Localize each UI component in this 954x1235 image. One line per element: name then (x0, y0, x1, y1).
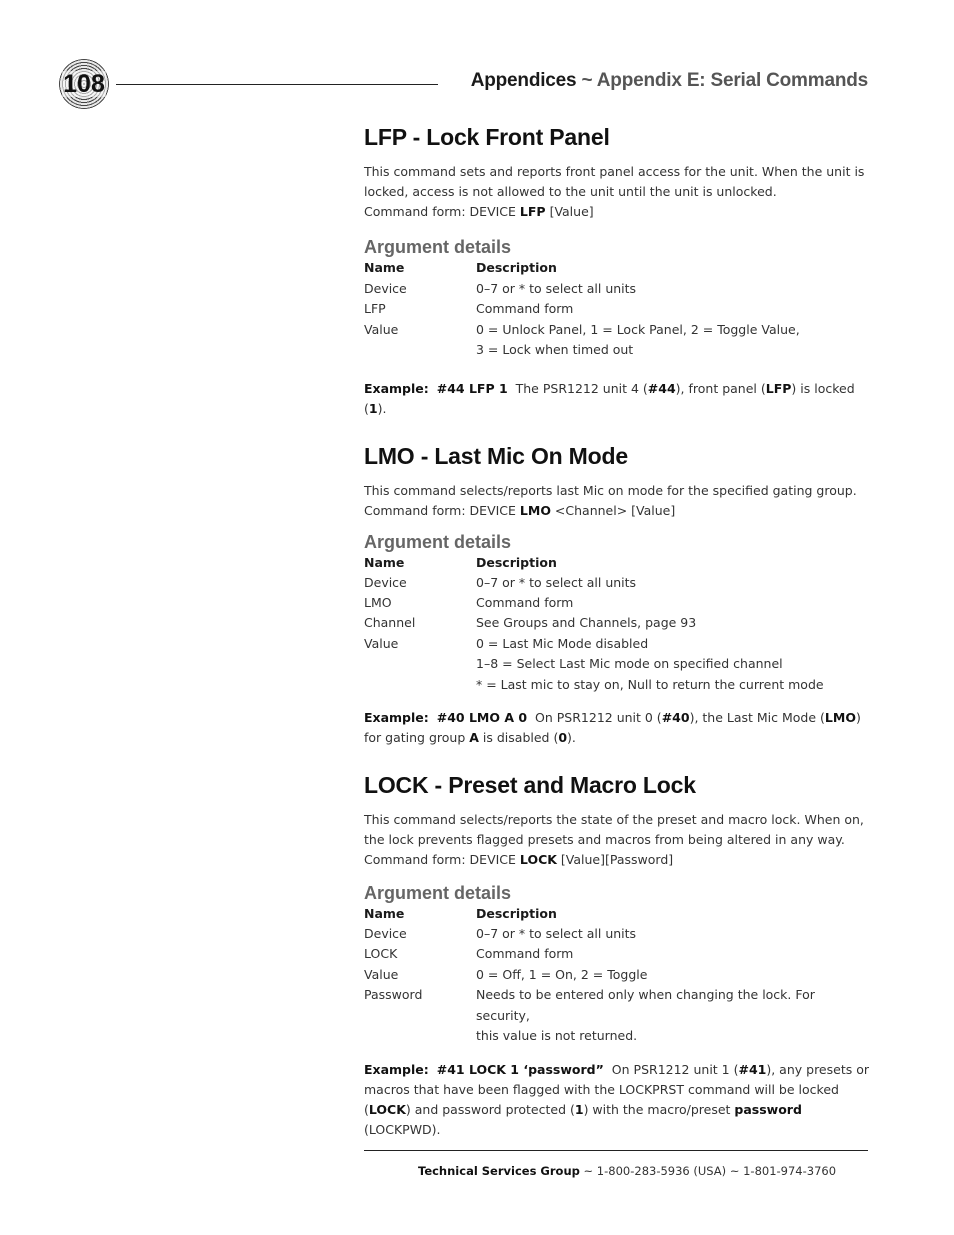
example-bold: LOCK (368, 1102, 406, 1118)
arg-name: Device (364, 574, 407, 590)
arg-name: Device (364, 925, 407, 941)
page-number: 108 (63, 70, 105, 98)
section-lfp (364, 120, 870, 419)
example (364, 1060, 870, 1140)
command-form-suffix: [Value] (545, 204, 594, 219)
table-row (364, 985, 870, 1026)
arg-desc: this value is not returned. (476, 1027, 638, 1043)
example-bold: password (734, 1102, 802, 1118)
section-intro: This command sets and reports front panel access for the unit. When the unit is locked, access is not allowed to the unit until the unit is unlocked. (364, 164, 865, 199)
header-rule (116, 84, 438, 85)
example-text: is disabled ( (478, 729, 559, 745)
example-command: #44 LFP 1 (436, 380, 508, 396)
section-title: LOCK - Preset and Macro Lock (364, 771, 696, 798)
example-bold: 0 (558, 729, 568, 745)
table-row (364, 654, 870, 674)
example-label: Example: (364, 380, 429, 396)
example-text: ). (567, 729, 576, 745)
command-form (364, 501, 870, 521)
example-command: #41 LOCK 1 ‘password” (436, 1062, 604, 1078)
example-bold: #44 (647, 380, 676, 396)
example-text: On PSR1212 unit 1 ( (611, 1062, 739, 1078)
footer-contact: ~ 1-800-283-5936 (USA) ~ 1-801-974-3760 (579, 1164, 837, 1178)
arg-name: Channel (364, 615, 416, 631)
arg-desc: Needs to be entered only when changing the lock. For security, (476, 987, 815, 1023)
col-name-header: Name (364, 554, 405, 570)
example-bold: 1 (368, 400, 378, 416)
arg-name (364, 340, 476, 361)
argument-heading: Argument details (364, 237, 512, 257)
command-form-suffix: [Value][Password] (556, 851, 674, 867)
table-row (364, 279, 870, 300)
arg-desc: 0 = Last Mic Mode disabled (476, 635, 649, 651)
col-name-header: Name (364, 260, 405, 275)
argument-table-header (364, 553, 870, 573)
example-text: ) and password protected ( (405, 1102, 575, 1118)
arg-name (364, 654, 476, 674)
example-text: ), any presets or macros that have been flagged with the LOCKPRST command will be locked ( (364, 1062, 870, 1118)
table-row (364, 634, 870, 654)
example-text: The PSR1212 unit 4 ( (515, 380, 648, 396)
example-text: ) for gating group (364, 709, 861, 745)
arg-name: LMO (364, 594, 392, 610)
footer (418, 1164, 836, 1178)
argument-heading: Argument details (364, 531, 512, 552)
section-intro: This command selects/reports last Mic on mode for the specified gating group. (364, 482, 857, 498)
table-row (364, 593, 870, 613)
page-content (364, 120, 870, 1140)
table-row (364, 924, 870, 944)
col-name-header: Name (364, 905, 405, 921)
example-text: ), the Last Mic Mode ( (689, 709, 825, 725)
arg-name (364, 675, 476, 695)
col-desc-header: Description (476, 554, 557, 570)
argument-table-header (364, 904, 870, 924)
example-text: On PSR1212 unit 0 ( (535, 709, 662, 725)
arg-desc: 0–7 or * to select all units (476, 574, 637, 590)
arg-name: LOCK (364, 946, 398, 962)
command-form-code: LOCK (519, 851, 557, 867)
example (364, 708, 870, 748)
header-separator: ~ (576, 70, 597, 91)
command-form-code: LMO (519, 502, 551, 518)
section-title: LFP - Lock Front Panel (364, 124, 610, 150)
command-form-prefix: Command form: DEVICE (364, 502, 520, 518)
arg-desc: * = Last mic to stay on, Null to return the current mode (476, 676, 824, 692)
example-bold: #41 (738, 1062, 767, 1078)
footer-org: Technical Services Group (418, 1164, 580, 1178)
command-form-code: LFP (519, 204, 546, 219)
argument-heading: Argument details (364, 882, 512, 903)
example-bold: #40 (661, 709, 690, 725)
example-bold: A (469, 729, 479, 745)
table-row (364, 340, 870, 361)
running-header (471, 70, 868, 92)
example-text: ) with the macro/preset (583, 1102, 735, 1118)
example-label: Example: (364, 1062, 429, 1078)
section-lock (364, 768, 870, 1140)
header-subsection: Appendix E: Serial Commands (596, 70, 868, 91)
arg-name: LFP (364, 301, 386, 316)
table-row (364, 1026, 870, 1046)
table-row (364, 965, 870, 985)
table-row (364, 613, 870, 633)
arg-desc: Command form (476, 301, 574, 316)
example-bold: LMO (824, 709, 856, 725)
command-form-prefix: Command form: DEVICE (364, 851, 520, 867)
example-bold: LFP (765, 380, 792, 396)
footer-rule (364, 1150, 868, 1151)
example-text: ), front panel ( (675, 380, 766, 396)
table-row (364, 320, 870, 341)
arg-desc: Command form (476, 594, 574, 610)
table-row (364, 573, 870, 593)
arg-name: Device (364, 280, 407, 296)
arg-desc: 1–8 = Select Last Mic mode on specified channel (476, 656, 783, 672)
example-text: ). (377, 400, 387, 416)
table-row (364, 944, 870, 964)
arg-desc: See Groups and Channels, page 93 (476, 615, 697, 631)
arg-name: Value (364, 966, 399, 982)
arg-desc: 0–7 or * to select all units (476, 925, 637, 941)
command-form (364, 850, 870, 870)
arg-name: Password (364, 987, 423, 1003)
example-bold: 1 (574, 1102, 584, 1118)
command-form-prefix: Command form: DEVICE (364, 204, 520, 219)
example-label: Example: (364, 709, 429, 725)
command-form-suffix: <Channel> [Value] (550, 502, 676, 518)
arg-name (364, 1026, 476, 1046)
section-intro: This command selects/reports the state of the preset and macro lock. When on, the lock prevents flagged presets and macros from being altered in any way. (364, 811, 864, 847)
example-text: ) is locked ( (364, 380, 855, 416)
arg-desc: 0 = Unlock Panel, 1 = Lock Panel, 2 = Toggle Value, (476, 321, 800, 337)
arg-desc: Command form (476, 946, 574, 962)
page-number-badge (59, 59, 109, 109)
arg-desc: 0 = Off, 1 = On, 2 = Toggle (476, 966, 648, 982)
example-text: (LOCKPWD). (364, 1122, 441, 1138)
argument-table-header (364, 258, 870, 279)
arg-name: Value (364, 635, 399, 651)
arg-desc: 0–7 or * to select all units (476, 280, 637, 296)
header-section: Appendices (470, 70, 577, 91)
col-desc-header: Description (476, 260, 557, 275)
section-lmo (364, 439, 870, 748)
command-form (364, 202, 870, 222)
arg-name: Value (364, 321, 399, 337)
example-command: #40 LMO A 0 (436, 709, 528, 725)
table-row (364, 299, 870, 320)
arg-desc: 3 = Lock when timed out (476, 342, 634, 357)
example (364, 379, 870, 419)
table-row (364, 675, 870, 695)
section-title: LMO - Last Mic On Mode (364, 442, 628, 469)
col-desc-header: Description (476, 905, 557, 921)
